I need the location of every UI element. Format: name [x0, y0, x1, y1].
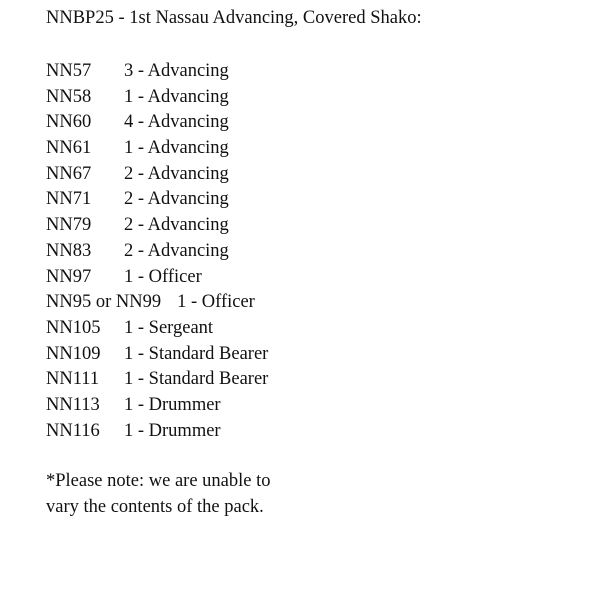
- item-code: NN83: [46, 240, 92, 261]
- item-description: 1 - Advancing: [124, 86, 229, 107]
- list-item: [46, 316, 268, 342]
- list-item: [46, 265, 268, 291]
- item-code: NN111: [46, 369, 100, 390]
- list-item: [46, 85, 268, 111]
- note-line-2: vary the contents of the pack.: [46, 497, 264, 517]
- list-item: [46, 342, 268, 368]
- item-description: 3 - Advancing: [124, 61, 229, 81]
- item-code: NN67: [46, 163, 92, 184]
- item-description: 2 - Advancing: [124, 189, 229, 210]
- list-item: [46, 110, 268, 136]
- item-code: NN113: [46, 394, 100, 415]
- list-item: [46, 59, 268, 85]
- item-description: 1 - Standard Bearer: [124, 343, 269, 364]
- item-code: NN61: [46, 138, 92, 159]
- list-item: [46, 136, 268, 162]
- item-description: 1 - Sergeant: [124, 317, 214, 338]
- pack-title: NNBP25 - 1st Nassau Advancing, Covered Shako:: [46, 8, 422, 28]
- item-code: NN97: [46, 266, 92, 287]
- list-item: [46, 419, 268, 445]
- note-line-1: *Please note: we are unable to: [46, 471, 271, 491]
- item-description: 4 - Advancing: [124, 112, 229, 133]
- list-item: [46, 367, 268, 393]
- pack-contents-list: [46, 59, 268, 444]
- list-item: [46, 213, 268, 239]
- item-code: NN71: [46, 189, 92, 210]
- item-description: 2 - Advancing: [124, 215, 229, 236]
- item-description: 1 - Officer: [177, 292, 255, 313]
- item-code: NN79: [46, 215, 92, 236]
- item-code: NN116: [46, 420, 100, 441]
- item-code: NN58: [46, 86, 92, 107]
- list-item: [46, 290, 268, 316]
- item-code: NN60: [46, 112, 92, 133]
- item-description: 1 - Officer: [124, 266, 202, 287]
- pack-note: [46, 468, 270, 520]
- item-code: NN105: [46, 317, 101, 338]
- list-item: [46, 393, 268, 419]
- item-description: 1 - Advancing: [124, 138, 229, 159]
- item-code: NN57: [46, 61, 92, 81]
- list-item: [46, 187, 268, 213]
- item-code: NN95 or NN99: [46, 292, 162, 313]
- list-item: [46, 162, 268, 188]
- item-description: 2 - Advancing: [124, 163, 229, 184]
- item-description: 1 - Standard Bearer: [124, 369, 269, 390]
- item-description: 2 - Advancing: [124, 240, 229, 261]
- item-description: 1 - Drummer: [124, 420, 221, 441]
- item-code: NN109: [46, 343, 101, 364]
- item-description: 1 - Drummer: [124, 394, 221, 415]
- list-item: [46, 239, 268, 265]
